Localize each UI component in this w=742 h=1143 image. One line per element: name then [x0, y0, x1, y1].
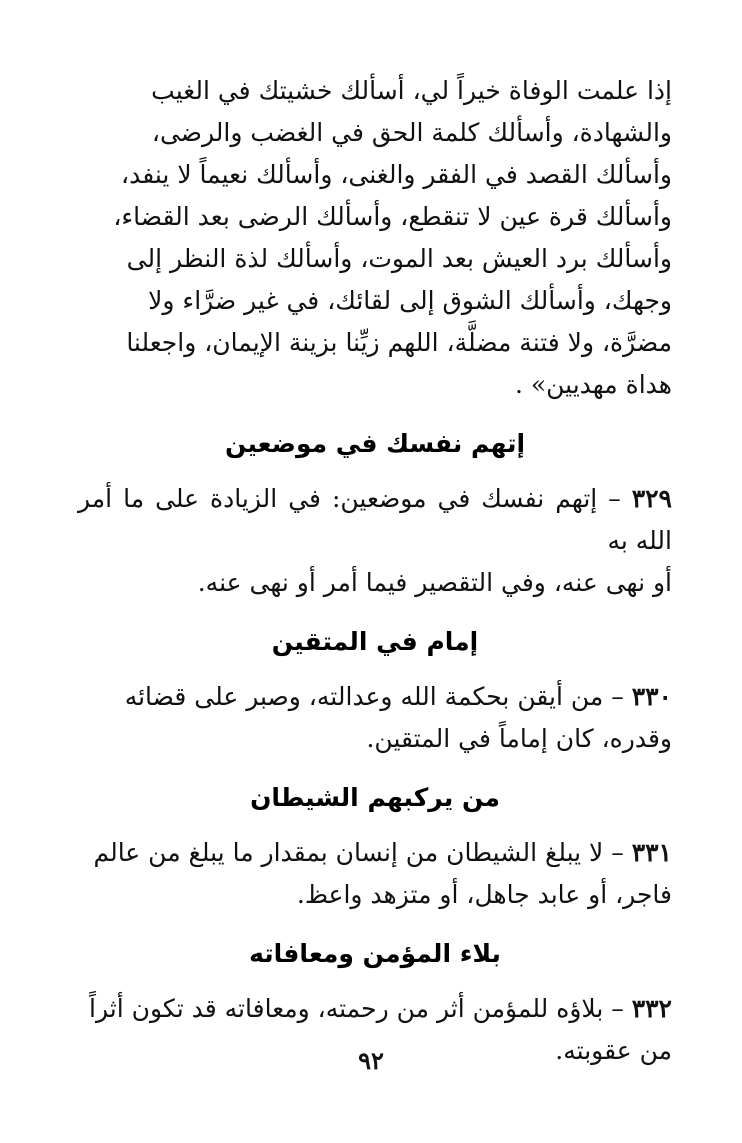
intro-line: إذا علمت الوفاة خيراً لي، أسألك خشيتك في الغيب — [151, 76, 672, 105]
section-paragraph — [78, 832, 672, 916]
book-page — [78, 70, 672, 1083]
section-line: أو نهى عنه، وفي التقصير فيما أمر أو نهى عنه. — [197, 568, 672, 597]
intro-line: هداة مهديين» . — [514, 370, 672, 399]
section-heading: من يركبهم الشيطان — [250, 783, 500, 812]
intro-line: وأسألك برد العيش بعد الموت، وأسألك لذة النظر إلى — [126, 244, 672, 273]
section-paragraph — [78, 478, 672, 604]
section-line: من عقوبته. — [555, 1036, 672, 1065]
item-number: ٣٣٠ — [631, 682, 672, 711]
section-heading: إتهم نفسك في موضعين — [224, 429, 526, 458]
item-number: ٣٣١ — [631, 838, 672, 867]
intro-line: والشهادة، وأسألك كلمة الحق في الغضب والرضى، — [151, 118, 672, 147]
intro-paragraph — [78, 70, 672, 406]
intro-line: وجهك، وأسألك الشوق إلى لقائك، في غير ضرَّاء ولا — [148, 286, 672, 315]
section-line: – من أيقن بحكمة الله وعدالته، وصبر على قضائه — [124, 682, 624, 711]
intro-line: وأسألك قرة عين لا تنقطع، وأسألك الرضى بعد القضاء، — [113, 202, 672, 231]
section-heading: بلاء المؤمن ومعافاته — [249, 939, 501, 968]
section-line: وقدره، كان إماماً في المتقين. — [366, 724, 672, 753]
section-line: – لا يبلغ الشيطان من إنسان بمقدار ما يبلغ من عالم — [93, 838, 624, 867]
section-line: فاجر، أو عابد جاهل، أو متزهد واعظ. — [296, 880, 672, 909]
section-paragraph — [78, 676, 672, 760]
item-number: ٣٣٢ — [631, 994, 672, 1023]
intro-line: وأسألك القصد في الفقر والغنى، وأسألك نعيماً لا ينفد، — [121, 160, 672, 189]
intro-line: مضرَّة، ولا فتنة مضلَّة، اللهم زيِّنا بزينة الإيمان، واجعلنا — [126, 328, 672, 357]
section-line: – بلاؤه للمؤمن أثر من رحمته، ومعافاته قد تكون أثراً — [89, 994, 624, 1023]
item-number: ٣٢٩ — [631, 484, 672, 513]
section-heading: إمام في المتقين — [271, 627, 479, 656]
section-line: – إتهم نفسك في موضعين: في الزيادة على ما أمر الله به — [78, 484, 672, 555]
page-number: ٩٢ — [358, 1046, 384, 1075]
